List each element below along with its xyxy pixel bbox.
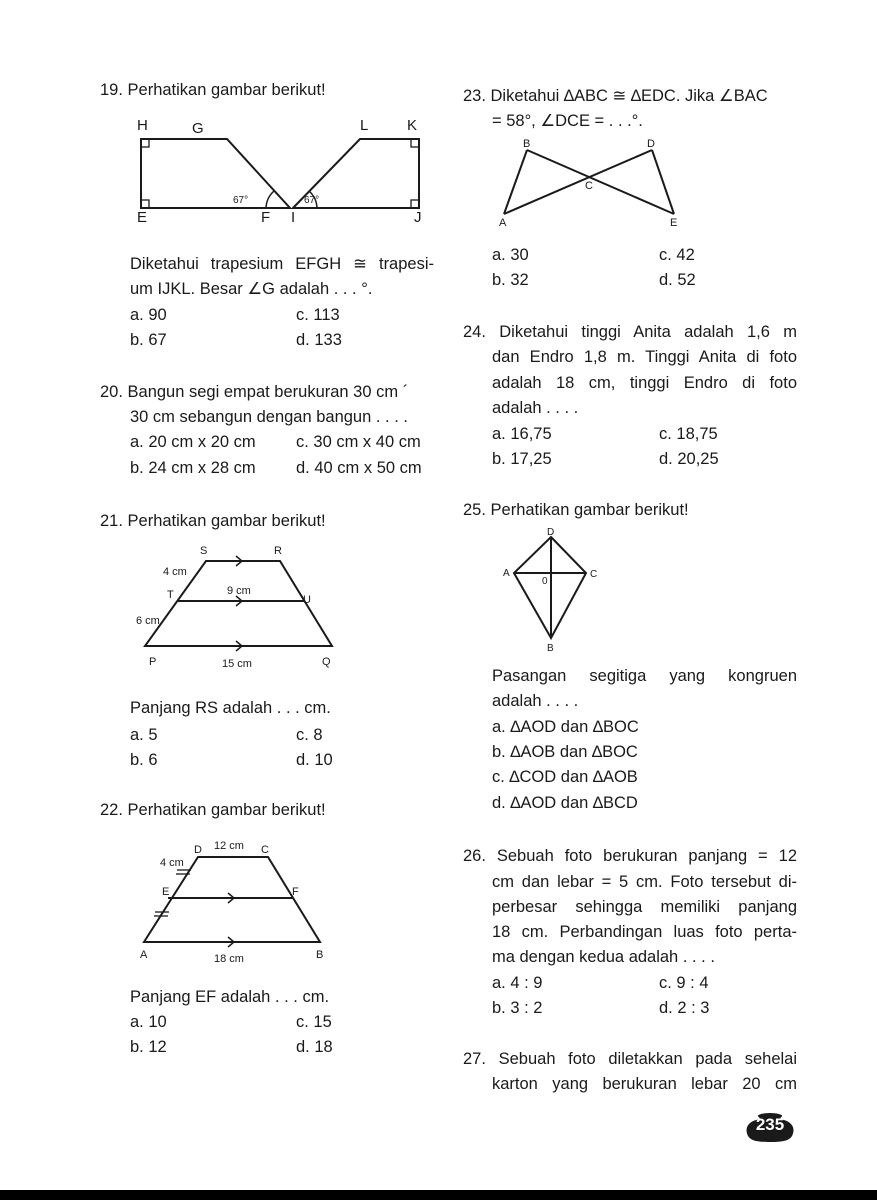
q24-text-3: adalah 18 cm, tinggi Endro di foto: [492, 374, 797, 392]
trapezium-efgh: [141, 139, 290, 208]
length-6cm: 6 cm: [136, 615, 160, 627]
label-C: C: [585, 180, 593, 192]
label-O: 0: [542, 576, 548, 587]
q20-option-c: c. 30 cm x 40 cm: [296, 433, 421, 451]
q23-figure: [492, 136, 692, 231]
q22-option-b: b. 12: [130, 1038, 167, 1056]
q24-text-2: dan Endro 1,8 m. Tinggi Anita di foto: [492, 348, 797, 366]
label-B: B: [316, 949, 324, 961]
label-S: S: [200, 545, 208, 557]
q23-text-1: 23. Diketahui ∆ABC ≅ ∆EDC. Jika ∠BAC: [463, 87, 768, 105]
q21-option-a: a. 5: [130, 726, 158, 744]
q26-option-b: b. 3 : 2: [492, 999, 543, 1017]
label-A: A: [140, 949, 148, 961]
q26-text-1: 26. Sebuah foto berukuran panjang = 12: [463, 847, 797, 865]
q19-text-1: Diketahui trapesium EFGH ≅ trapesi-: [130, 255, 434, 273]
q24-option-d: d. 20,25: [659, 450, 719, 468]
label-G: G: [192, 120, 204, 137]
label-U: U: [303, 594, 311, 606]
page-number-badge: [744, 1112, 796, 1142]
label-E: E: [670, 217, 678, 229]
q26-option-c: c. 9 : 4: [659, 974, 709, 992]
label-D: D: [547, 527, 555, 538]
q19-option-c: c. 113: [296, 306, 340, 324]
q21-title: 21. Perhatikan gambar berikut!: [100, 512, 326, 530]
q25-figure: [495, 525, 615, 660]
label-Q: Q: [322, 656, 331, 668]
q25-option-c: c. ∆COD dan ∆AOB: [492, 768, 638, 786]
length-9cm: 9 cm: [227, 585, 251, 597]
length-12cm: 12 cm: [214, 840, 244, 852]
q23-option-c: c. 42: [659, 246, 695, 264]
length-18cm: 18 cm: [214, 953, 244, 965]
label-I: I: [291, 209, 296, 226]
label-R: R: [274, 545, 282, 557]
label-T: T: [167, 589, 174, 601]
length-4cm: 4 cm: [160, 857, 184, 869]
q21-question: Panjang RS adalah . . . cm.: [130, 699, 331, 717]
q22-question: Panjang EF adalah . . . cm.: [130, 988, 330, 1006]
q26-option-a: a. 4 : 9: [492, 974, 543, 992]
q23-option-a: a. 30: [492, 246, 529, 264]
q24-text-1: 24. Diketahui tinggi Anita adalah 1,6 m: [463, 323, 797, 341]
q24-option-a: a. 16,75: [492, 425, 552, 443]
q25-title: 25. Perhatikan gambar berikut!: [463, 501, 689, 519]
label-E: E: [162, 886, 170, 898]
label-L: L: [360, 117, 369, 134]
q19-option-a: a. 90: [130, 306, 167, 324]
q20-text-1: 20. Bangun segi empat berukuran 30 cm ´: [100, 383, 409, 401]
label-A: A: [503, 568, 510, 579]
q20-text-2: 30 cm sebangun dengan bangun . . . .: [130, 408, 408, 426]
q20-option-a: a. 20 cm x 20 cm: [130, 433, 256, 451]
q22-figure: [130, 835, 340, 970]
bottom-border: [0, 1190, 877, 1200]
label-F: F: [292, 886, 299, 898]
q24-text-4: adalah . . . .: [492, 399, 579, 417]
q20-option-d: d. 40 cm x 50 cm: [296, 459, 422, 477]
q23-option-b: b. 32: [492, 271, 529, 289]
length-15cm: 15 cm: [222, 658, 252, 670]
q26-text-5: ma dengan kedua adalah . . . .: [492, 948, 715, 966]
q25-option-b: b. ∆AOB dan ∆BOC: [492, 743, 638, 761]
q20-option-b: b. 24 cm x 28 cm: [130, 459, 256, 477]
q19-figure: [130, 112, 430, 227]
q25-option-a: a. ∆AOD dan ∆BOC: [492, 718, 639, 736]
label-B: B: [547, 643, 554, 654]
label-B: B: [523, 138, 531, 150]
q22-option-c: c. 15: [296, 1013, 332, 1031]
q25-text-2: adalah . . . .: [492, 692, 579, 710]
q22-option-d: d. 18: [296, 1038, 333, 1056]
q26-option-d: d. 2 : 3: [659, 999, 710, 1017]
q19-option-d: d. 133: [296, 331, 342, 349]
q25-option-d: d. ∆AOD dan ∆BCD: [492, 794, 638, 812]
angle-67-left: 67°: [233, 195, 249, 206]
label-D: D: [647, 138, 655, 150]
q21-option-d: d. 10: [296, 751, 333, 769]
length-4cm: 4 cm: [163, 566, 187, 578]
label-D: D: [194, 844, 202, 856]
label-F: F: [261, 209, 271, 226]
q21-option-c: c. 8: [296, 726, 323, 744]
label-E: E: [137, 209, 148, 226]
q22-option-a: a. 10: [130, 1013, 167, 1031]
q21-option-b: b. 6: [130, 751, 158, 769]
q26-text-3: perbesar sehingga memiliki panjang: [492, 898, 797, 916]
q24-option-b: b. 17,25: [492, 450, 552, 468]
label-C: C: [261, 844, 269, 856]
q23-text-2: = 58°, ∠DCE = . . .°.: [492, 112, 643, 130]
q24-option-c: c. 18,75: [659, 425, 718, 443]
q27-text-2: karton yang berukuran lebar 20 cm: [492, 1075, 797, 1093]
page-number: 235: [755, 1115, 785, 1134]
label-J: J: [414, 209, 422, 226]
label-P: P: [149, 656, 157, 668]
q25-text-1: Pasangan segitiga yang kongruen: [492, 667, 797, 685]
label-C: C: [590, 569, 598, 580]
q19-text-2: um IJKL. Besar ∠G adalah . . . °.: [130, 280, 373, 298]
q23-option-d: d. 52: [659, 271, 696, 289]
q21-figure: [130, 540, 350, 675]
q27-text-1: 27. Sebuah foto diletakkan pada sehelai: [463, 1050, 797, 1068]
label-K: K: [407, 117, 418, 134]
q26-text-2: cm dan lebar = 5 cm. Foto tersebut di-: [492, 873, 797, 891]
q26-text-4: 18 cm. Perbandingan luas foto perta-: [492, 923, 797, 941]
label-H: H: [137, 117, 148, 134]
label-A: A: [499, 217, 507, 229]
q19-title: 19. Perhatikan gambar berikut!: [100, 81, 326, 99]
q19-option-b: b. 67: [130, 331, 167, 349]
angle-67-right: 67°: [304, 195, 320, 206]
q22-title: 22. Perhatikan gambar berikut!: [100, 801, 326, 819]
